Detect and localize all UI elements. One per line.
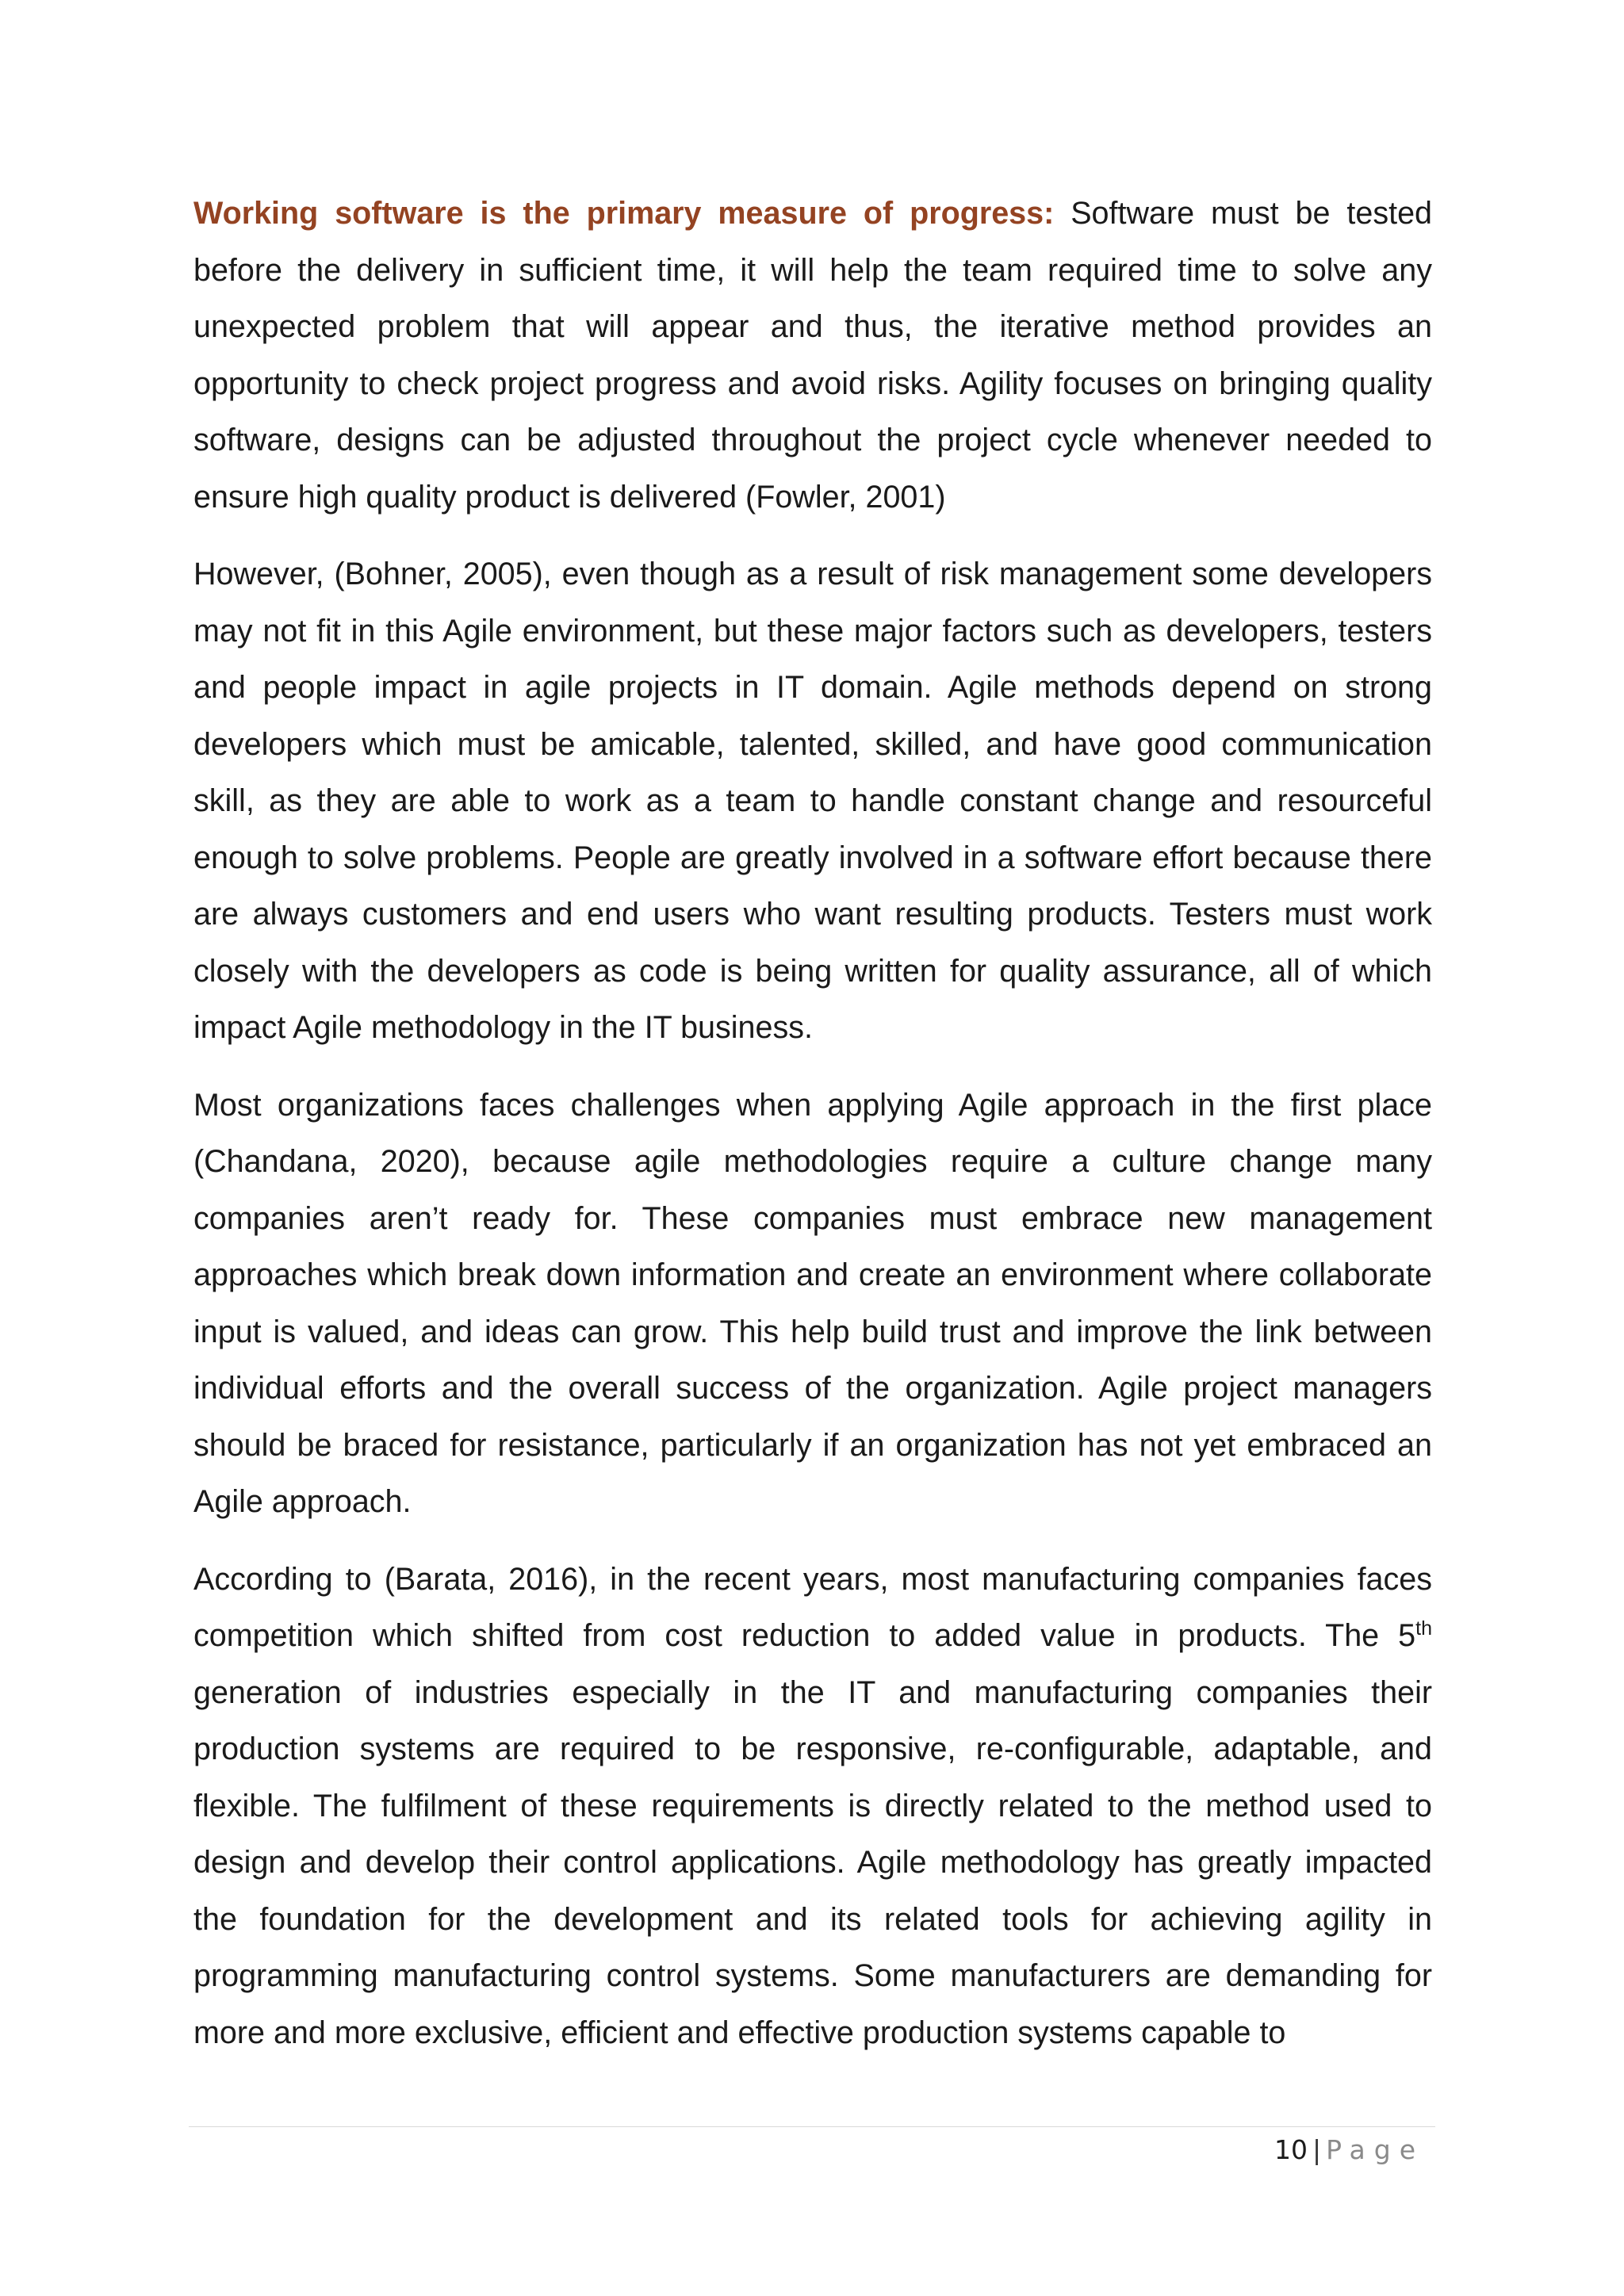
paragraph-text: Most organizations faces challenges when applying Agile approach in the first place (Chandana, 2020), because agile methodologies require a culture change many companies aren’t ready for. These companies must embrace new management approaches which break down information and create an environment where collaborate input is valued, and ideas can grow. This help build trust and improve the link between individual efforts and the overall success of the organization. Agile project managers should be braced for resistance, particularly if an organization has not yet embraced an Agile approach. <box>193 1087 1432 1519</box>
paragraph-text: According to (Barata, 2016), in the recent years, most manufacturing companies faces competition which shifted from cost reduction to added value in products. The 5 <box>193 1561 1432 1653</box>
document-body <box>193 186 1432 2082</box>
paragraph-working-software <box>193 186 1432 526</box>
paragraph-heading: Working software is the primary measure of progress: <box>193 196 1055 231</box>
footer-divider <box>189 2126 1435 2127</box>
paragraph-chandana <box>193 1077 1432 1531</box>
page-label: Page <box>1326 2134 1424 2165</box>
paragraph-text: However, (Bohner, 2005), even though as a result of risk management some developers may not fit in this Agile environment, but these major factors such as developers, testers and people impact in agile projects in IT domain. Agile methods depend on strong developers which must be amicable, talented, skilled, and have good communication skill, as they are able to work as a team to handle constant change and resourceful enough to solve problems. People are greatly involved in a software effort because there are always customers and end users who want resulting products. Testers must work closely with the developers as code is being written for quality assurance, all of which impact Agile methodology in the IT business. <box>193 557 1432 1045</box>
paragraph-barata <box>193 1552 1432 2062</box>
paragraph-text-continued: generation of industries especially in the IT and manufacturing companies their production systems are required to be responsive, re-configurable, adaptable, and flexible. The fulfilment of these requirements is directly related to the method used to design and develop their control applications. Agile methodology has greatly impacted the foundation for the development and its related tools for achieving agility in programming manufacturing control systems. Some manufacturers are demanding for more and more exclusive, efficient and effective production systems capable to <box>193 1674 1432 2050</box>
page-number: 10 <box>1274 2134 1308 2165</box>
paragraph-text: Software must be tested before the delivery in sufficient time, it will help the team required time to solve any unexpected problem that will appear and thus, the iterative method provides an opportunity to check project progress and avoid risks. Agility focuses on bringing quality software, designs can be adjusted throughout the project cycle whenever needed to ensure high quality product is delivered (Fowler, 2001) <box>193 196 1432 515</box>
page-footer <box>1274 2133 1424 2168</box>
footer-separator: | <box>1312 2134 1322 2165</box>
paragraph-bohner <box>193 546 1432 1057</box>
superscript-ordinal: th <box>1415 1617 1432 1640</box>
